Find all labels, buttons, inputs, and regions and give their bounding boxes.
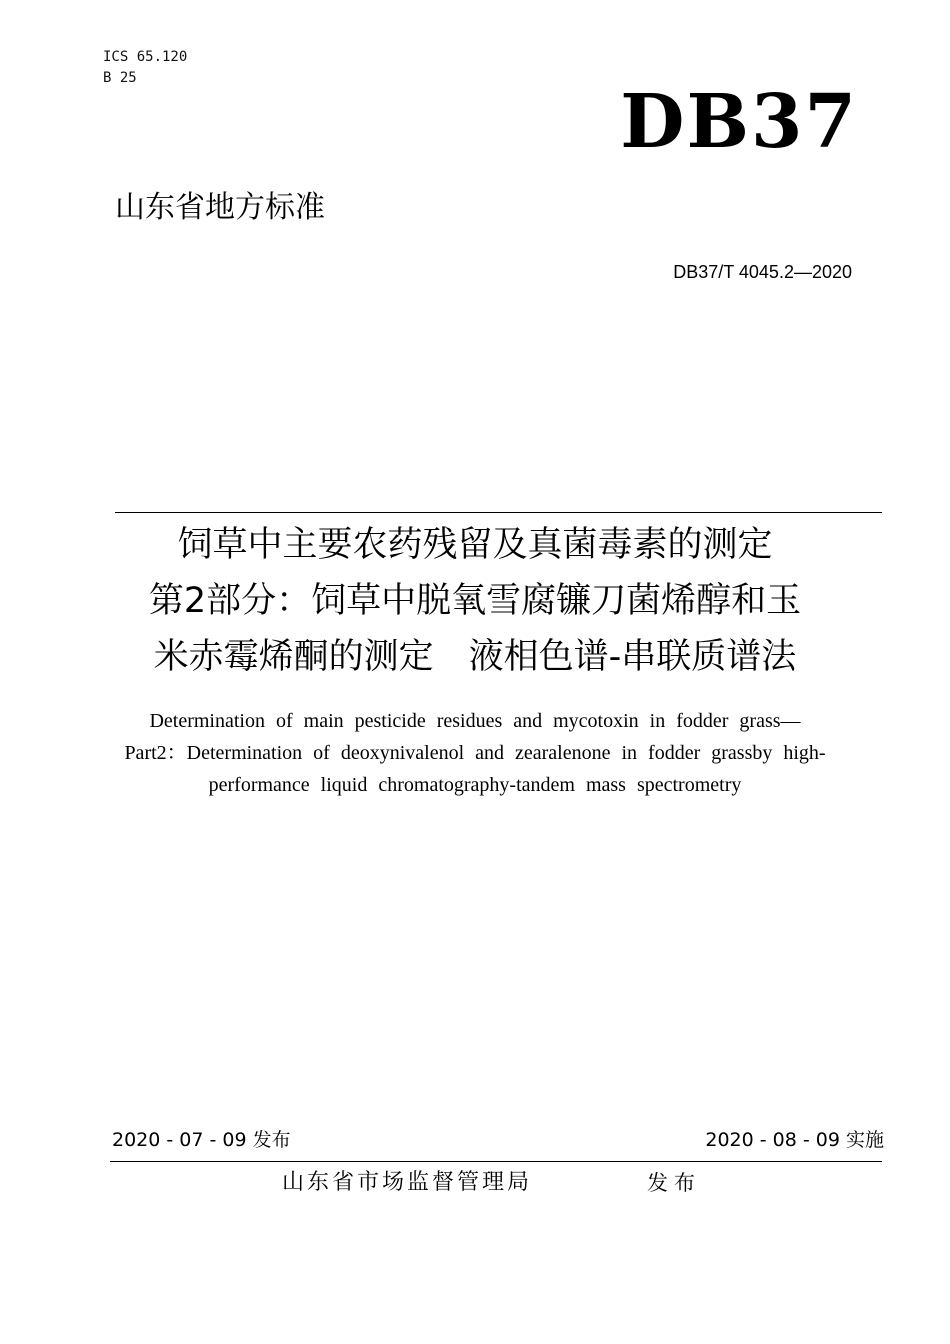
- publish-label: 发布: [647, 1171, 701, 1195]
- classification-codes: [103, 47, 187, 89]
- standard-type: 山东省地方标准: [115, 190, 325, 225]
- footer-divider: [110, 1161, 882, 1162]
- standard-number: DB37/T 4045.2—2020: [673, 262, 852, 282]
- title-divider: [115, 512, 882, 513]
- chinese-title-line-3: 米赤霉烯酮的测定 液相色谱-串联质谱法: [153, 637, 797, 677]
- english-title-line-3: performance liquid chromatography-tandem mass spectrometry: [208, 774, 742, 796]
- implementation-date: 2020 - 08 - 09 实施: [705, 1129, 884, 1151]
- chinese-title-line-2: 第2部分：饲草中脱氧雪腐镰刀菌烯醇和玉: [148, 581, 802, 621]
- english-title-line-2: Part2：Determination of deoxynivalenol and zearalenone in fodder grassby high-: [124, 742, 826, 764]
- publisher-name: 山东省市场监督管理局: [282, 1170, 533, 1195]
- chinese-title-line-1: 饲草中主要农药残留及真菌毒素的测定: [177, 525, 773, 565]
- english-title: [85, 705, 865, 801]
- ccs-code: B 25: [103, 70, 137, 86]
- standard-logo: DB37: [620, 79, 858, 165]
- ics-code: ICS 65.120: [103, 49, 188, 65]
- issue-date: 2020 - 07 - 09 发布: [112, 1129, 291, 1151]
- english-title-line-1: Determination of main pesticide residues and mycotoxin in fodder grass—: [149, 710, 801, 732]
- chinese-title: [60, 517, 890, 685]
